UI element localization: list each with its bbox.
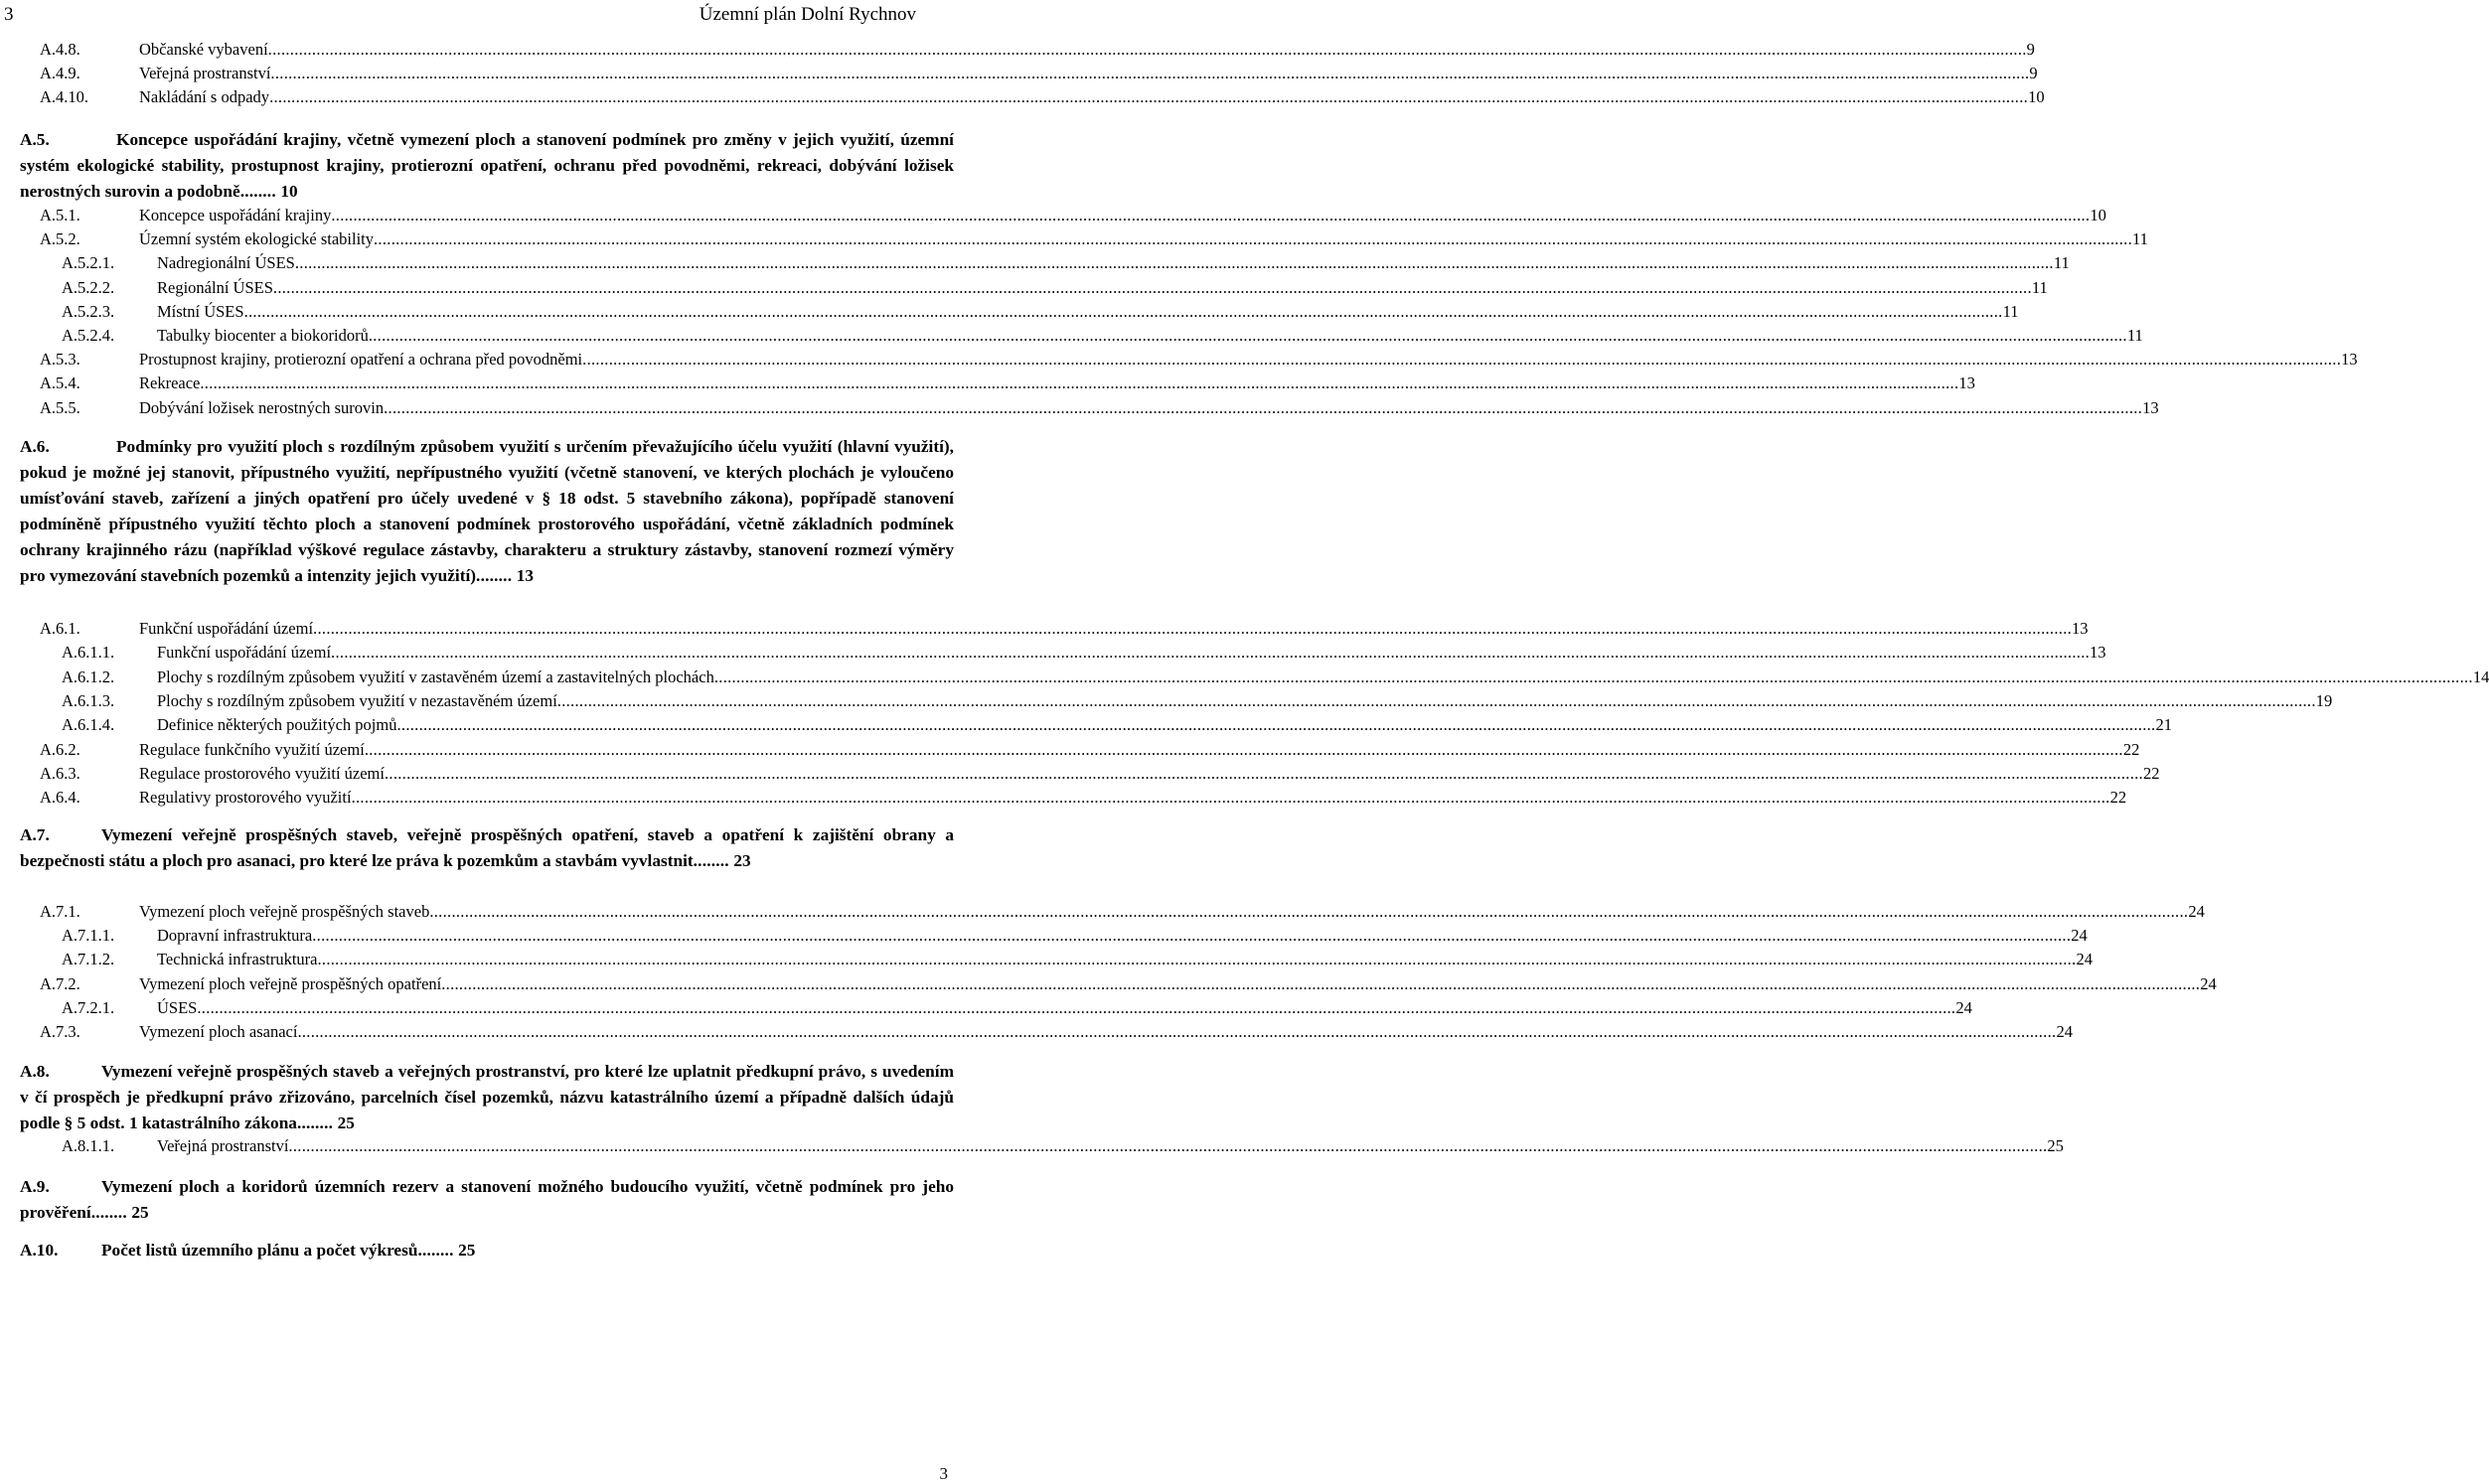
toc-section-a8[interactable] <box>20 1059 954 1136</box>
toc-entry-page: 22 <box>2122 739 2140 759</box>
toc-entry-page: 13 <box>2341 350 2358 370</box>
toc-entry-title: Občanské vybavení <box>139 40 268 59</box>
toc-entry-page: 13 <box>2072 619 2089 638</box>
toc-entry[interactable] <box>20 87 2045 107</box>
toc-leader-dots: ................................................................................................................................................................................................................................................................................................................................................................................................................ <box>396 715 2156 735</box>
toc-entry-title: Vymezení ploch veřejně prospěšných staveb <box>139 902 430 921</box>
toc-leader-dots: ................................................................................................................................................................................................................................................................................................................................................................................................................ <box>556 690 2316 710</box>
toc-entry-page: 24 <box>2076 950 2093 969</box>
toc-entry-title: Tabulky biocenter a biokoridorů <box>157 326 369 345</box>
toc-section-page: 25 <box>337 1113 355 1132</box>
toc-entry-page: 21 <box>2155 715 2172 735</box>
toc-entry-title: Plochy s rozdílným způsobem využití v zastavěném území a zastavitelných plochách <box>157 667 714 686</box>
toc-entry-title: Veřejná prostranství <box>139 64 271 82</box>
toc-section-number: A.8. <box>20 1062 50 1081</box>
toc-leader-dots: ........ <box>90 1203 132 1222</box>
toc-entry-number: A.6.4. <box>40 788 80 808</box>
toc-entry-title: Vymezení ploch asanací <box>139 1022 298 1041</box>
toc-entry-title: Regionální ÚSES <box>157 277 273 297</box>
toc-entry-title: Regulace funkčního využití území <box>139 739 365 759</box>
toc-section-title: Koncepce uspořádání krajiny, včetně vymezení ploch a stanovení podmínek pro změny v jejich využití, územní systém ekologické stability, prostupnost krajiny, protierozní opatření, ochranu před povodněmi, rekreaci, dobývání ložisek nerostných surovin a podobně <box>20 130 954 201</box>
toc-entry-page: 24 <box>1955 997 1972 1017</box>
toc-leader-dots: ........ <box>693 851 734 870</box>
toc-entry-title: Koncepce uspořádání krajiny <box>139 206 332 224</box>
toc-section-title: Podmínky pro využití ploch s rozdílným způsobem využití s určením převažujícího účelu využití (hlavní využití), pokud je možné jej stanovit, přípustného využití, nepřípustného využití (včetně stanovení, ve kterých plochách je vyloučeno umísťování staveb, zařízení a jiných opatření pro účely uvedené v § 18 odst. 5 stavebního zákona), popřípadě stanovení podmíněně přípustného využití těchto ploch a stanovení podmínek prostorového uspořádání, včetně základních podmínek ochrany krajinného rázu (například výškové regulace zástavby, charakteru a struktury zástavby, stanovení rozmezí výměry pro vymezování stavebních pozemků a intenzity jejich využití) <box>20 437 954 585</box>
toc-leader-dots: ................................................................................................................................................................................................................................................................................................................................................................................................................ <box>200 373 1959 393</box>
toc-section-a6[interactable] <box>20 434 954 589</box>
toc-entry-title: Místní ÚSES <box>157 301 244 321</box>
toc-entry-title: Regulace prostorového využití území <box>139 763 385 783</box>
toc-leader-dots: ................................................................................................................................................................................................................................................................................................................................................................................................................ <box>384 397 2143 417</box>
toc-entry-title: Funkční uspořádání území <box>139 619 314 638</box>
toc-entry-number: A.4.10. <box>40 87 89 106</box>
toc-leader-dots: ........ <box>239 182 281 201</box>
toc-leader-dots: ................................................................................................................................................................................................................................................................................................................................................................................................................ <box>270 64 2030 82</box>
toc-entry-number: A.6.1.3. <box>62 690 115 710</box>
toc-leader-dots: ................................................................................................................................................................................................................................................................................................................................................................................................................ <box>317 950 2077 969</box>
toc-entry-page: 24 <box>2200 973 2217 993</box>
toc-entry-number: A.4.9. <box>40 64 80 82</box>
toc-entry[interactable] <box>20 667 2489 687</box>
toc-entry-number: A.6.1. <box>40 619 80 638</box>
toc-entry-number: A.6.1.2. <box>62 667 115 686</box>
toc-leader-dots: ................................................................................................................................................................................................................................................................................................................................................................................................................ <box>331 206 2091 224</box>
toc-entry-page: 10 <box>2028 87 2045 106</box>
toc-leader-dots: ........ <box>296 1113 338 1132</box>
toc-entry-number: A.5.1. <box>40 206 80 224</box>
toc-leader-dots: ................................................................................................................................................................................................................................................................................................................................................................................................................ <box>267 40 2027 59</box>
toc-section-a10[interactable] <box>20 1238 954 1263</box>
toc-entry-page: 14 <box>2472 667 2489 686</box>
toc-entry-title: Regulativy prostorového využití <box>139 788 352 808</box>
toc-section-page: 25 <box>458 1241 476 1260</box>
toc-entry-page: 22 <box>2109 788 2127 808</box>
toc-entry-page: 22 <box>2142 763 2160 783</box>
footer-page-number: 3 <box>939 1464 948 1483</box>
toc-leader-dots: ........ <box>417 1241 459 1260</box>
toc-leader-dots: ................................................................................................................................................................................................................................................................................................................................................................................................................ <box>197 997 1956 1017</box>
toc-entry[interactable] <box>20 950 2093 969</box>
toc-entry-page: 11 <box>2053 253 2070 273</box>
toc-entry[interactable] <box>20 373 1975 393</box>
toc-entry[interactable] <box>20 715 2172 735</box>
toc-entry-number: A.6.3. <box>40 763 80 783</box>
toc-entry-page: 19 <box>2315 690 2333 710</box>
toc-entry-title: Veřejná prostranství <box>157 1136 289 1155</box>
toc-entry-number: A.5.2. <box>40 229 80 249</box>
toc-leader-dots: ................................................................................................................................................................................................................................................................................................................................................................................................................ <box>429 902 2189 921</box>
toc-section-number: A.6. <box>20 437 50 456</box>
toc-entry-number: A.5.2.2. <box>62 277 115 297</box>
toc-entry-page: 13 <box>2090 643 2106 663</box>
toc-entry-title: Prostupnost krajiny, protierozní opatření a ochrana před povodněmi <box>139 350 583 370</box>
toc-leader-dots: ................................................................................................................................................................................................................................................................................................................................................................................................................ <box>272 277 2032 297</box>
toc-section-page: 25 <box>131 1203 149 1222</box>
toc-entry-number: A.5.4. <box>40 373 80 393</box>
toc-entry-page: 10 <box>2090 206 2106 224</box>
toc-entry[interactable] <box>20 206 2106 225</box>
toc-entry-page: 11 <box>2002 301 2019 321</box>
toc-entry-page: 11 <box>2031 277 2048 297</box>
toc-section-a7[interactable] <box>20 822 954 874</box>
toc-leader-dots: ................................................................................................................................................................................................................................................................................................................................................................................................................ <box>288 1136 2048 1155</box>
toc-entry-title: ÚSES <box>157 997 198 1017</box>
toc-section-a5[interactable] <box>20 127 954 205</box>
toc-section-page: 10 <box>280 182 298 201</box>
toc-leader-dots: ................................................................................................................................................................................................................................................................................................................................................................................................................ <box>269 87 2029 106</box>
toc-entry[interactable] <box>20 326 2143 346</box>
toc-entry-title: Rekreace <box>139 373 201 393</box>
toc-leader-dots: ................................................................................................................................................................................................................................................................................................................................................................................................................ <box>582 350 2342 370</box>
toc-entry-page: 9 <box>2026 40 2035 59</box>
toc-entry-page: 11 <box>2132 229 2148 249</box>
toc-entry[interactable] <box>20 763 2160 784</box>
toc-entry-number: A.5.5. <box>40 397 80 417</box>
toc-entry-title: Dobývání ložisek nerostných surovin <box>139 397 385 417</box>
toc-entry-number: A.7.3. <box>40 1022 80 1041</box>
toc-entry[interactable] <box>20 973 2217 994</box>
toc-entry[interactable] <box>20 997 1972 1018</box>
toc-entry-number: A.6.1.4. <box>62 715 115 735</box>
toc-section-number: A.7. <box>20 825 50 844</box>
toc-entry-title: Nadregionální ÚSES <box>157 253 295 273</box>
toc-entry-title: Dopravní infrastruktura <box>157 926 313 946</box>
toc-leader-dots: ................................................................................................................................................................................................................................................................................................................................................................................................................ <box>364 739 2123 759</box>
toc-leader-dots: ................................................................................................................................................................................................................................................................................................................................................................................................................ <box>441 973 2201 993</box>
toc-section-number: A.5. <box>20 130 50 149</box>
toc-leader-dots: ................................................................................................................................................................................................................................................................................................................................................................................................................ <box>294 253 2054 273</box>
toc-entry-title: Územní systém ekologické stability <box>139 229 374 249</box>
toc-section-page: 23 <box>733 851 751 870</box>
toc-entry-title: Definice některých použitých pojmů <box>157 715 397 735</box>
header-page-number: 3 <box>4 4 14 25</box>
toc-entry-page: 24 <box>2056 1022 2073 1041</box>
toc-section-page: 13 <box>516 566 535 585</box>
toc-entry[interactable] <box>20 277 2048 298</box>
toc-entry-number: A.5.2.3. <box>62 301 115 321</box>
toc-entry-number: A.7.1.2. <box>62 950 115 969</box>
toc-entry-number: A.4.8. <box>40 40 80 59</box>
toc-entry-title: Technická infrastruktura <box>157 950 318 969</box>
toc-entry[interactable] <box>20 643 2106 663</box>
toc-leader-dots: ................................................................................................................................................................................................................................................................................................................................................................................................................ <box>368 326 2127 345</box>
toc-section-number: A.9. <box>20 1177 50 1196</box>
toc-entry[interactable] <box>20 40 2035 60</box>
toc-entry-number: A.5.2.4. <box>62 326 115 345</box>
toc-entry[interactable] <box>20 253 2070 273</box>
toc-leader-dots: ................................................................................................................................................................................................................................................................................................................................................................................................................ <box>312 926 2072 946</box>
toc-leader-dots: ................................................................................................................................................................................................................................................................................................................................................................................................................ <box>243 301 2003 321</box>
toc-entry-number: A.6.2. <box>40 739 80 759</box>
toc-entry[interactable] <box>20 739 2140 760</box>
toc-entry-number: A.6.1.1. <box>62 643 115 663</box>
toc-section-title: Vymezení ploch a koridorů územních rezerv a stanovení možného budoucího využití, včetně podmínek pro jeho prověření <box>20 1177 954 1222</box>
toc-section-a9[interactable] <box>20 1174 954 1226</box>
toc-entry-page: 13 <box>1958 373 1975 393</box>
toc-leader-dots: ................................................................................................................................................................................................................................................................................................................................................................................................................ <box>331 643 2091 663</box>
toc-entry-title: Nakládání s odpady <box>139 87 270 106</box>
toc-entry[interactable] <box>20 64 2038 83</box>
toc-entry-number: A.5.2.1. <box>62 253 115 273</box>
toc-leader-dots: ................................................................................................................................................................................................................................................................................................................................................................................................................ <box>313 619 2073 638</box>
header-document-title: Územní plán Dolní Rychnov <box>699 4 916 25</box>
toc-section-title: Počet listů územního plánu a počet výkresů <box>101 1241 418 1260</box>
toc-leader-dots: ................................................................................................................................................................................................................................................................................................................................................................................................................ <box>297 1022 2057 1041</box>
toc-entry[interactable] <box>20 619 2089 639</box>
toc-entry[interactable] <box>20 1136 2064 1156</box>
toc-entry[interactable] <box>20 1022 2073 1042</box>
toc-entry-title: Plochy s rozdílným způsobem využití v nezastavěném území <box>157 690 557 710</box>
toc-entry[interactable] <box>20 350 2358 370</box>
toc-leader-dots: ........ <box>476 566 517 585</box>
toc-section-number: A.10. <box>20 1241 59 1260</box>
toc-entry[interactable] <box>20 301 2019 322</box>
toc-entry-page: 24 <box>2188 902 2205 921</box>
toc-entry[interactable] <box>20 902 2205 922</box>
toc-entry[interactable] <box>20 229 2148 249</box>
toc-entry-page: 13 <box>2142 397 2159 417</box>
toc-entry-number: A.7.1. <box>40 902 80 921</box>
toc-section-title: Vymezení veřejně prospěšných staveb, veřejně prospěšných opatření, staveb a opatření k zajištění obrany a bezpečnosti státu a ploch pro asanaci, pro které lze práva k pozemkům a stavbám vyvlastnit <box>20 825 954 870</box>
toc-entry-page: 25 <box>2047 1136 2064 1155</box>
toc-entry-title: Vymezení ploch veřejně prospěšných opatření <box>139 973 442 993</box>
toc-entry[interactable] <box>20 690 2333 711</box>
toc-leader-dots: ................................................................................................................................................................................................................................................................................................................................................................................................................ <box>384 763 2143 783</box>
toc-section-title: Vymezení veřejně prospěšných staveb a veřejných prostranství, pro které lze uplatnit předkupní právo, s uvedením v čí prospěch je předkupní právo zřizováno, parcelních čísel pozemků, názvu katastrálního území a případně dalších údajů podle § 5 odst. 1 katastrálního zákona <box>20 1062 954 1132</box>
toc-entry-number: A.7.2.1. <box>62 997 115 1017</box>
toc-entry-page: 24 <box>2071 926 2088 946</box>
toc-entry-number: A.7.1.1. <box>62 926 115 946</box>
toc-entry[interactable] <box>20 397 2159 418</box>
toc-leader-dots: ................................................................................................................................................................................................................................................................................................................................................................................................................ <box>713 667 2473 686</box>
toc-entry-page: 9 <box>2029 64 2038 82</box>
toc-leader-dots: ................................................................................................................................................................................................................................................................................................................................................................................................................ <box>374 229 2132 249</box>
toc-entry[interactable] <box>20 926 2088 946</box>
toc-entry-number: A.8.1.1. <box>62 1136 115 1155</box>
toc-entry-title: Funkční uspořádání území <box>157 643 332 663</box>
toc-entry[interactable] <box>20 788 2127 808</box>
toc-entry-page: 11 <box>2126 326 2143 345</box>
toc-entry-number: A.7.2. <box>40 973 80 993</box>
toc-entry-number: A.5.3. <box>40 350 80 370</box>
toc-leader-dots: ................................................................................................................................................................................................................................................................................................................................................................................................................ <box>351 788 2110 808</box>
